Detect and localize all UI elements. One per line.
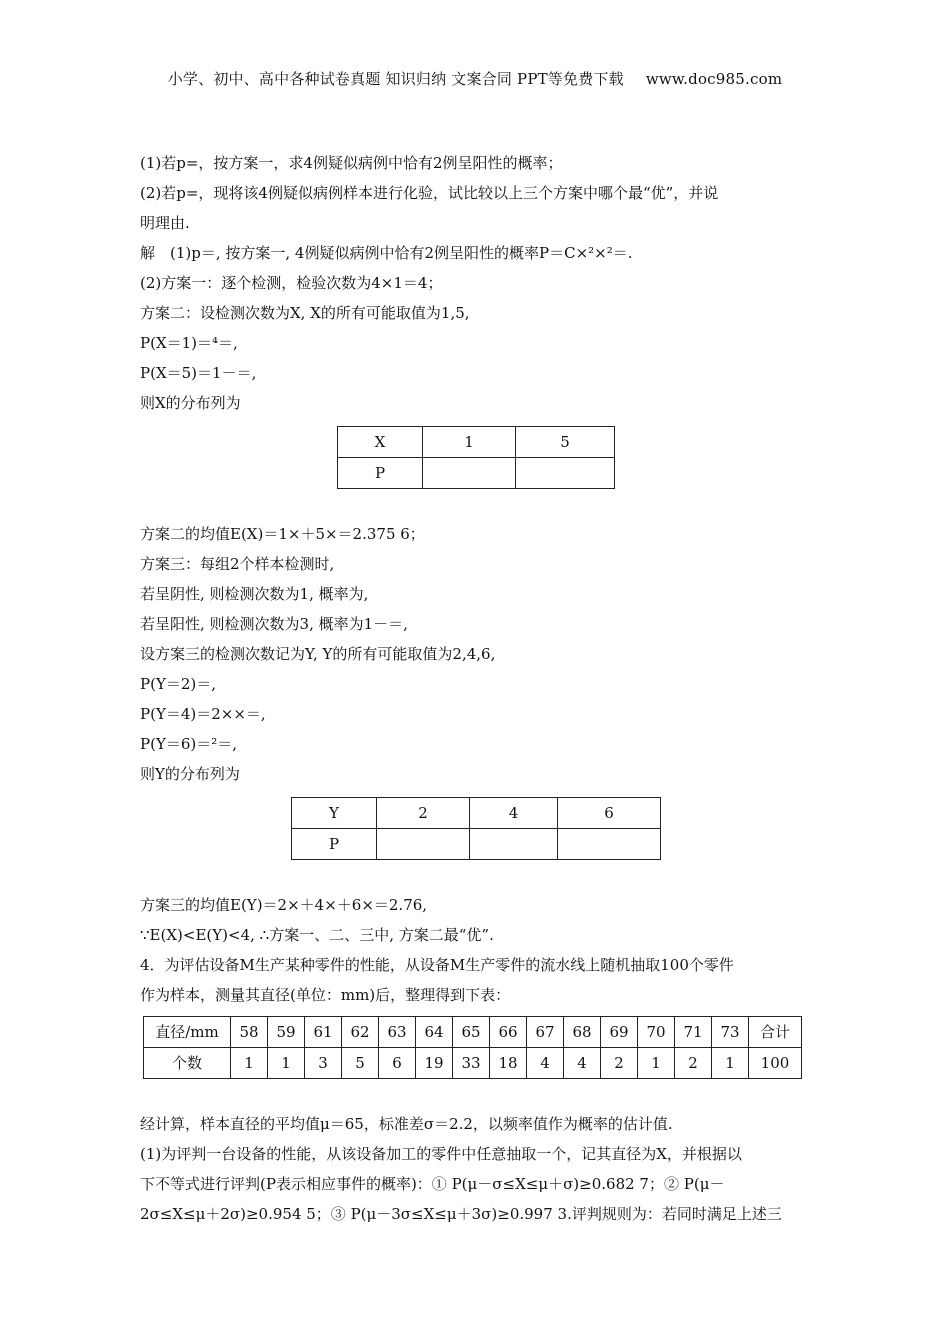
table-cell: 19 (416, 1048, 453, 1079)
table-cell: 18 (490, 1048, 527, 1079)
x-distribution-table (337, 426, 615, 489)
table-cell: 4 (564, 1048, 601, 1079)
table-cell: 5 (516, 427, 615, 458)
page-header (0, 68, 950, 89)
table-cell (558, 829, 661, 860)
table-cell: 62 (342, 1017, 379, 1048)
table-cell: 2 (675, 1048, 712, 1079)
table-cell: 1 (638, 1048, 675, 1079)
problem-4-line-1: 4．为评估设备M生产某种零件的性能，从设备M生产零件的流水线上随机抽取100个零件 (140, 956, 734, 974)
problem-4-line-6: 2σ≤X≤μ＋2σ)≥0.954 5；③ P(μ－3σ≤X≤μ＋3σ)≥0.997 3.评判规则为：若同时满足上述三 (140, 1205, 782, 1223)
table-cell: 4 (527, 1048, 564, 1079)
header-text: 小学、初中、高中各种试卷真题 知识归纳 文案合同 PPT等免费下载 (167, 70, 624, 88)
solution-line-7: 方案二的均值E(X)＝1×＋5×＝2.375 6； (140, 525, 425, 543)
y-distribution-table (291, 797, 661, 860)
problem-4-line-5: 下不等式进行评判(P表示相应事件的概率)：① P(μ－σ≤X≤μ＋σ)≥0.682 7；② P(μ－ (140, 1175, 725, 1193)
problem-4-line-2: 作为样本，测量其直径(单位：mm)后，整理得到下表： (140, 986, 511, 1004)
table-cell: 5 (342, 1048, 379, 1079)
table-cell: Y (292, 798, 377, 829)
table-cell: 2 (377, 798, 470, 829)
table-cell: P (338, 458, 423, 489)
table-cell: 58 (231, 1017, 268, 1048)
table-cell: 73 (712, 1017, 749, 1048)
table-row (338, 427, 615, 458)
table-cell: 直径/mm (144, 1017, 231, 1048)
table-cell: 65 (453, 1017, 490, 1048)
table-row (292, 829, 661, 860)
table-cell: 个数 (144, 1048, 231, 1079)
table-cell: X (338, 427, 423, 458)
table-cell (470, 829, 558, 860)
problem-4-line-4: (1)为评判一台设备的性能，从该设备加工的零件中任意抽取一个，记其直径为X，并根据以 (140, 1145, 742, 1163)
question-2-line-1: (2)若p=，现将该4例疑似病例样本进行化验，试比较以上三个方案中哪个最“优”，并说 (140, 184, 719, 202)
solution-line-2: (2)方案一：逐个检测，检验次数为4×1＝4； (140, 274, 443, 292)
solution-line-14: P(Y＝6)＝²＝, (140, 735, 238, 753)
table-cell: 70 (638, 1017, 675, 1048)
table-cell: 1 (712, 1048, 749, 1079)
table-cell: 6 (558, 798, 661, 829)
table-row (144, 1048, 802, 1079)
solution-line-1: 解 (1)p＝, 按方案一, 4例疑似病例中恰有2例呈阳性的概率P＝C×²×²＝. (140, 244, 633, 262)
table-cell: 33 (453, 1048, 490, 1079)
table-cell: 59 (268, 1017, 305, 1048)
solution-line-4: P(X＝1)＝⁴＝, (140, 334, 238, 352)
solution-line-17: ∵E(X)<E(Y)<4, ∴方案一、二、三中, 方案二最“优”. (140, 926, 494, 944)
table-cell: 合计 (749, 1017, 802, 1048)
solution-line-9: 若呈阴性, 则检测次数为1, 概率为, (140, 585, 369, 603)
document-body (140, 148, 812, 1229)
solution-line-16: 方案三的均值E(Y)＝2×＋4×＋6×＝2.76, (140, 896, 428, 914)
table-cell: 1 (268, 1048, 305, 1079)
header-url[interactable]: www.doc985.com (645, 70, 783, 88)
table-cell: 66 (490, 1017, 527, 1048)
table-cell: 69 (601, 1017, 638, 1048)
table-cell (516, 458, 615, 489)
table-row (144, 1017, 802, 1048)
table-row (292, 798, 661, 829)
question-1: (1)若p=，按方案一，求4例疑似病例中恰有2例呈阳性的概率； (140, 154, 563, 172)
table-cell: 64 (416, 1017, 453, 1048)
table-cell: 1 (231, 1048, 268, 1079)
table-cell: 63 (379, 1017, 416, 1048)
diameter-table (143, 1016, 802, 1079)
solution-line-15: 则Y的分布列为 (140, 765, 240, 783)
solution-line-6: 则X的分布列为 (140, 394, 241, 412)
table-cell: 6 (379, 1048, 416, 1079)
solution-line-8: 方案三：每组2个样本检测时, (140, 555, 335, 573)
problem-4-line-3: 经计算，样本直径的平均值μ＝65，标准差σ＝2.2，以频率值作为概率的估计值. (140, 1115, 673, 1133)
table-cell: 71 (675, 1017, 712, 1048)
table-cell: 3 (305, 1048, 342, 1079)
table-cell: 61 (305, 1017, 342, 1048)
solution-line-13: P(Y＝4)＝2××＝, (140, 705, 266, 723)
solution-line-3: 方案二：设检测次数为X, X的所有可能取值为1,5, (140, 304, 470, 322)
solution-line-5: P(X＝5)＝1－＝, (140, 364, 257, 382)
table-row (338, 458, 615, 489)
question-2-line-2: 明理由. (140, 214, 190, 232)
table-cell (423, 458, 516, 489)
table-cell: 4 (470, 798, 558, 829)
table-cell: 67 (527, 1017, 564, 1048)
table-cell: 100 (749, 1048, 802, 1079)
solution-line-10: 若呈阳性, 则检测次数为3, 概率为1－＝, (140, 615, 408, 633)
table-cell: 2 (601, 1048, 638, 1079)
table-cell: 68 (564, 1017, 601, 1048)
solution-line-12: P(Y＝2)＝, (140, 675, 217, 693)
solution-line-11: 设方案三的检测次数记为Y, Y的所有可能取值为2,4,6, (140, 645, 496, 663)
table-cell: P (292, 829, 377, 860)
table-cell: 1 (423, 427, 516, 458)
table-cell (377, 829, 470, 860)
